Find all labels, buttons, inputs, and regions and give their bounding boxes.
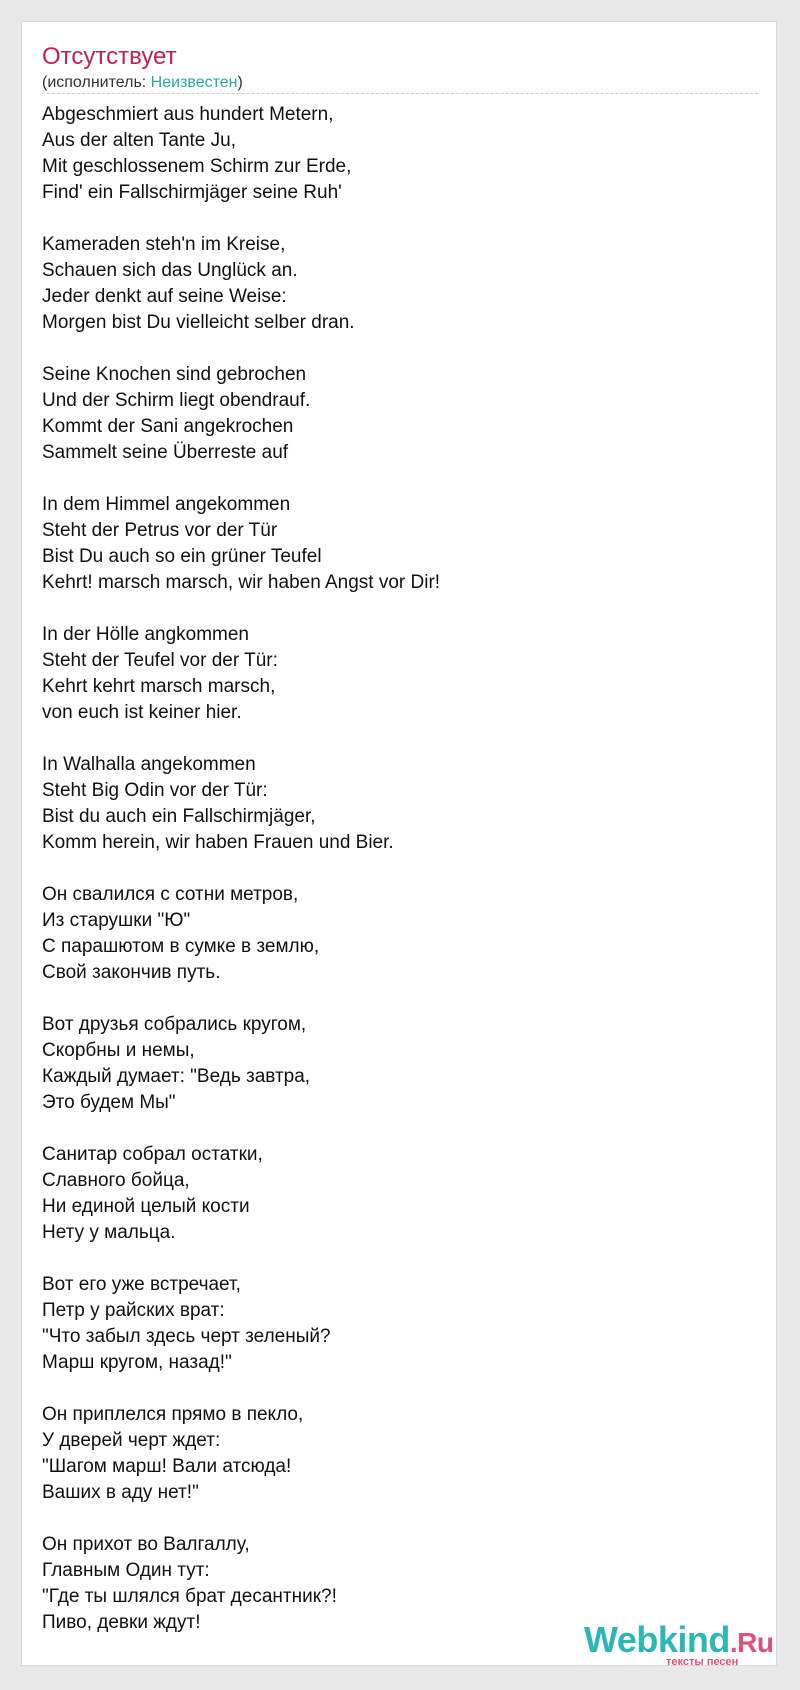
lyric-line: Пиво, девки ждут! [42, 1612, 201, 1633]
lyrics-text [42, 102, 758, 1662]
stanza [42, 232, 758, 336]
lyrics-card [21, 21, 777, 1666]
lyric-line: Morgen bist Du vielleicht selber dran. [42, 312, 355, 333]
header-divider [42, 93, 758, 94]
lyric-line: Петр у райских врат: [42, 1300, 225, 1321]
lyric-line: Komm herein, wir haben Frauen und Bier. [42, 832, 394, 853]
lyric-line: "Шагом марш! Вали атсюда! [42, 1456, 292, 1477]
stanza [42, 102, 758, 206]
lyric-line: У дверей черт ждет: [42, 1430, 221, 1451]
artist-suffix: ) [237, 74, 243, 91]
lyric-line: Скорбны и немы, [42, 1040, 195, 1061]
lyric-line: Kommt der Sani angekrochen [42, 416, 294, 437]
lyric-line: Bist du auch ein Fallschirmjäger, [42, 806, 316, 827]
lyric-line: Und der Schirm liegt obendrauf. [42, 390, 311, 411]
lyric-line: Из старушки "Ю" [42, 910, 191, 931]
lyric-line: "Где ты шлялся брат десантник?! [42, 1586, 337, 1607]
lyric-line: Steht der Petrus vor der Tür [42, 520, 278, 541]
stanza [42, 362, 758, 466]
lyric-line: Abgeschmiert aus hundert Metern, [42, 104, 334, 125]
artist-prefix: (исполнитель: [42, 74, 151, 91]
lyric-line: Kehrt kehrt marsch marsch, [42, 676, 276, 697]
lyric-line: Каждый думает: "Ведь завтра, [42, 1066, 311, 1087]
lyric-line: In der Hölle angkommen [42, 624, 249, 645]
lyric-line: Нету у мальца. [42, 1222, 176, 1243]
artist-line [42, 74, 243, 92]
lyric-line: Он свалился с сотни метров, [42, 884, 299, 905]
artist-link[interactable]: Неизвестен [150, 74, 238, 91]
lyric-line: Славного бойца, [42, 1170, 190, 1191]
stanza [42, 882, 758, 986]
lyric-line: In dem Himmel angekommen [42, 494, 291, 515]
lyric-line: Санитар собрал остатки, [42, 1144, 263, 1165]
logo-suffix: .Ru [729, 1627, 774, 1658]
lyric-line: In Walhalla angekommen [42, 754, 256, 775]
logo-tagline: тексты песен [666, 1656, 739, 1668]
lyric-line: Mit geschlossenem Schirm zur Erde, [42, 156, 352, 177]
logo-main-text: Webkind [584, 1619, 730, 1660]
lyric-line: Свой закончив путь. [42, 962, 221, 983]
stanza [42, 1272, 758, 1376]
lyric-line: Он прихот во Валгаллу, [42, 1534, 250, 1555]
lyric-line: Bist Du auch so ein grüner Teufel [42, 546, 322, 567]
lyric-line: Kehrt! marsch marsch, wir haben Angst vor Dir! [42, 572, 441, 593]
lyric-line: Вот его уже встречает, [42, 1274, 241, 1295]
lyric-line: Ни единой целый кости [42, 1196, 250, 1217]
stanza [42, 622, 758, 726]
lyric-line: Sammelt seine Überreste auf [42, 442, 289, 463]
stanza [42, 1012, 758, 1116]
lyric-line: von euch ist keiner hier. [42, 702, 242, 723]
stanza [42, 1142, 758, 1246]
lyric-line: "Что забыл здесь черт зеленый? [42, 1326, 331, 1347]
lyric-line: Find' ein Fallschirmjäger seine Ruh' [42, 182, 342, 203]
lyric-line: Ваших в аду нет!" [42, 1482, 199, 1503]
lyric-line: Главным Один тут: [42, 1560, 210, 1581]
lyric-line: Steht der Teufel vor der Tür: [42, 650, 278, 671]
stanza [42, 492, 758, 596]
lyric-line: Kameraden steh'n im Kreise, [42, 234, 286, 255]
lyric-line: Seine Knochen sind gebrochen [42, 364, 307, 385]
lyric-line: Это будем Мы" [42, 1092, 176, 1113]
webkind-logo[interactable] [584, 1619, 784, 1668]
lyric-line: Steht Big Odin vor der Tür: [42, 780, 268, 801]
song-title: Отсутствует [42, 43, 177, 70]
lyric-line: Он приплелся прямо в пекло, [42, 1404, 304, 1425]
stanza [42, 752, 758, 856]
lyric-line: Aus der alten Tante Ju, [42, 130, 236, 151]
lyric-line: Марш кругом, назад!" [42, 1352, 232, 1373]
stanza [42, 1402, 758, 1506]
lyric-line: Jeder denkt auf seine Weise: [42, 286, 287, 307]
lyric-line: С парашютом в сумке в землю, [42, 936, 320, 957]
lyric-line: Вот друзья собрались кругом, [42, 1014, 307, 1035]
lyric-line: Schauen sich das Unglück an. [42, 260, 298, 281]
